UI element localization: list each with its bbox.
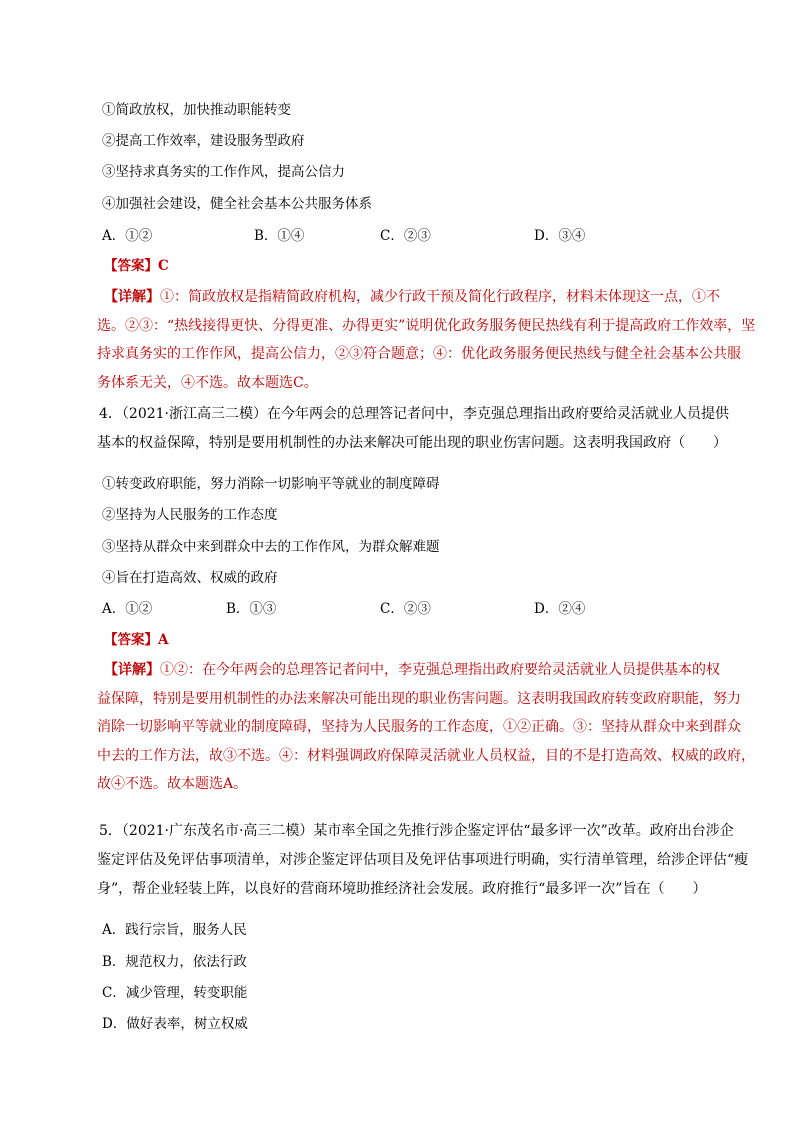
q3-detail-label: 【详解】: [104, 289, 160, 305]
q5-stem-row-1: 5．（2021·广东茂名市·高三二模）某市率全国之先推行涉企鉴定评估“最多评一次”改革。政府出台涉企: [99, 823, 734, 839]
q3-choice-a: A．①②: [102, 228, 153, 244]
q4-answer-label: 【答案】: [104, 632, 158, 648]
q3-choices: [102, 226, 662, 246]
q3-answer: [104, 256, 169, 276]
q4-choices: [102, 599, 662, 619]
q3-option-1: ①简政放权，加快推动职能转变: [102, 102, 291, 118]
q4-option-4: ④旨在打造高效、权威的政府: [102, 570, 278, 586]
q3-answer-value: C: [158, 258, 169, 274]
q4-detail-row-4: 中去的工作方法，故③不选。④：材料强调政府保障灵活就业人员权益，目的不是打造高效、权威的政府，: [97, 747, 755, 764]
q4-choice-d: D．②④: [534, 601, 586, 617]
q4-option-3: ③坚持从群众中来到群众中去的工作作风，为群众解难题: [102, 539, 440, 555]
q5-choice-b: B．规范权力，依法行政: [102, 954, 247, 970]
q4-option-2: ②坚持为人民服务的工作态度: [102, 507, 278, 523]
q3-detail-row-3: 持求真务实的工作作风，提高公信力，②③符合题意；④：优化政务服务便民热线与健全社会基本公共服: [97, 346, 741, 362]
q5-stem-row-3: 身”，帮企业轻装上阵，以良好的营商环境助推经济社会发展。政府推行“最多评一次”旨在（ ）: [97, 881, 707, 897]
q3-choice-d: D．③④: [534, 228, 586, 244]
q3-detail-row-2: 选。②③：“热线接得更快、分得更准、办得更实”说明优化政务服务便民热线有利于提高政府工作效率，坚: [97, 317, 756, 334]
q4-choice-b: B．①③: [226, 601, 277, 617]
q4-detail-row-5: 故④不选。故本题选A。: [97, 776, 248, 792]
q5-choice-a: A．践行宗旨，服务人民: [102, 922, 247, 938]
q4-stem-row-1: 4．（2021·浙江高三二模）在今年两会的总理答记者问中，李克强总理指出政府要给灵活就业人员提供: [99, 406, 729, 422]
q4-option-1: ①转变政府职能，努力消除一切影响平等就业的制度障碍: [102, 476, 440, 492]
q4-detail-row-1: ①②：在今年两会的总理答记者问中，李克强总理指出政府要给灵活就业人员提供基本的权: [160, 662, 720, 678]
q4-stem: [97, 400, 729, 458]
q4-stem-row-2: 基本的权益保障，特别是要用机制性的办法来解决可能出现的职业伤害问题。这表明我国政府（ ）: [97, 435, 727, 451]
q3-detail-row-4: 务体系无关，④不选。故本题选C。: [97, 374, 318, 391]
q4-answer-value: A: [158, 632, 169, 648]
q4-choice-a: A．①②: [102, 601, 153, 617]
q4-answer: [104, 630, 168, 650]
q3-choice-b: B．①④: [254, 228, 305, 244]
q4-detail-row-2: 益保障，特别是要用机制性的办法来解决可能出现的职业伤害问题。这表明我国政府转变政府职能，努力: [97, 690, 741, 707]
q4-choice-c: C．②③: [380, 601, 431, 617]
q3-option-3: ③坚持求真务实的工作作风，提高公信力: [102, 164, 345, 180]
q5-stem: [97, 817, 749, 904]
q3-detail: [97, 283, 756, 397]
q3-option-4: ④加强社会建设，健全社会基本公共服务体系: [102, 196, 372, 212]
q4-detail: [97, 656, 755, 799]
q3-detail-row-1: ①：简政放权是指精简政府机构，减少行政干预及简化行政程序，材料未体现这一点，①不: [160, 289, 720, 305]
q3-option-2: ②提高工作效率，建设服务型政府: [102, 133, 305, 149]
q5-choice-d: D．做好表率，树立权威: [102, 1016, 248, 1032]
q4-detail-row-3: 消除一切影响平等就业的制度障碍，坚持为人民服务的工作态度，①②正确。③：坚持从群众中来到群众: [97, 719, 741, 735]
q4-detail-label: 【详解】: [104, 662, 160, 678]
q5-stem-row-2: 鉴定评估及免评估事项清单，对涉企鉴定评估项目及免评估事项进行明确，实行清单管理，给涉企评估“瘦: [97, 852, 749, 868]
q3-answer-label: 【答案】: [104, 258, 158, 274]
q3-choice-c: C．②③: [380, 228, 431, 244]
q5-choice-c: C．减少管理，转变职能: [102, 985, 248, 1001]
